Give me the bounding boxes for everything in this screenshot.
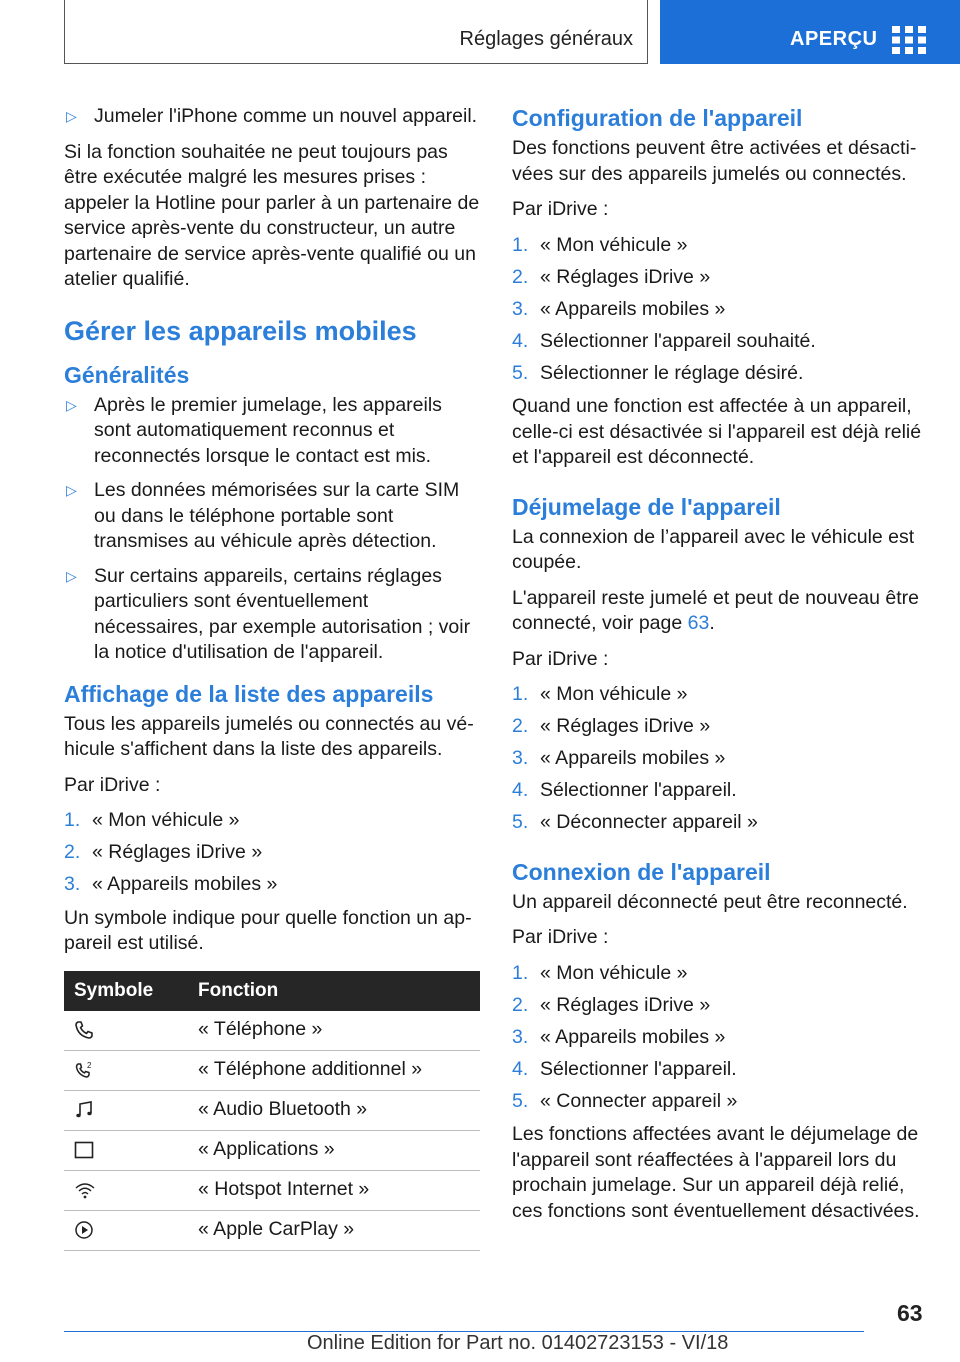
left-column (64, 104, 482, 1251)
list-item: ▷ Les données mémorisées sur la carte SIM ou dans le téléphone portable sont transmises au véhicule après détection. (66, 479, 460, 552)
list-item: 1. « Mon véhicule » (512, 683, 688, 705)
connect-after-paragraph: Les fonctions affectées avant le déjumelage de l'appareil sont réaffectées à l'appareil lors du prochain jumelage. Sur un appareil déjà relié, ces fonctions sont éventuellement désactivées. (512, 1123, 920, 1222)
unpair-paragraph-2: L'appareil reste jumelé et peut de nouveau être connecté, voir page 63. (512, 586, 919, 634)
carplay-icon (74, 1220, 94, 1240)
list-item: 5. « Connecter appareil » (512, 1089, 738, 1112)
subheading-device-config: Configuration de l'appareil (512, 105, 803, 131)
unpair-steps (512, 682, 932, 836)
table-row: « Apple CarPlay » (64, 1210, 480, 1250)
column-header-symbol: Symbole (64, 971, 188, 1011)
config-steps (512, 233, 932, 387)
page-number: 63 (897, 1300, 923, 1326)
pairing-bullet-list (64, 104, 482, 130)
idrive-label: Par iDrive : (512, 647, 609, 670)
triangle-bullet-icon: ▷ (66, 482, 77, 498)
connect-paragraph: Un appareil déconnecté peut être reconnecté. (512, 890, 908, 913)
list-item: 1. « Mon véhicule » (64, 809, 240, 831)
table-row: « Applications » (64, 1130, 480, 1170)
list-item: 2. « Réglages iDrive » (512, 715, 711, 737)
list-item: 5. « Déconnecter appareil » (512, 811, 758, 833)
svg-text:2: 2 (87, 1061, 92, 1070)
config-after-paragraph: Quand une fonction est affectée à un appareil, celle-ci est désactivée si l'appareil est déjà relié et l'appareil est déconnecté. (512, 395, 922, 468)
symbol-paragraph: Un symbole indique pour quelle fonction un appareil est utilisé. (64, 906, 472, 954)
hotline-paragraph: Si la fonction souhaitée ne peut toujours pas être exécutée malgré les mesures prises : appeler la Hotline pour parler à un partenaire de service après-vente du constructeur, un autre partenaire de service après-vente qualifié ou un atelier qualifié. (64, 140, 480, 290)
list-item: 2. « Réglages iDrive » (512, 993, 711, 1016)
column-header-function: Fonction (188, 971, 480, 1011)
triangle-bullet-icon: ▷ (66, 567, 77, 584)
device-list-steps (64, 808, 482, 898)
config-paragraph: Des fonctions peuvent être activées et désactivées sur des appareils jumelés ou connectés. (512, 137, 917, 185)
table-row: « Hotspot Internet » (64, 1170, 480, 1210)
phone-additional-icon (74, 1060, 94, 1080)
list-item: 2. « Réglages iDrive » (64, 841, 263, 863)
table-header-row (64, 971, 480, 1011)
device-list-paragraph: Tous les appareils jumelés ou connectés au véhicule s'affichent dans la liste des appareils. (64, 712, 474, 760)
page-reference-link[interactable]: 63 (687, 612, 710, 634)
music-note-icon (74, 1100, 94, 1120)
table-row: 2 « Téléphone additionnel » (64, 1050, 480, 1090)
idrive-label: Par iDrive : (64, 773, 161, 796)
table-row: « Téléphone » (64, 1011, 480, 1051)
list-item: 1. « Mon véhicule » (512, 233, 688, 256)
section-heading-manage-devices: Gérer les appareils mobiles (64, 315, 417, 346)
header-section-box (64, 0, 648, 64)
overview-tab-label: APERÇU (790, 28, 878, 50)
list-item: 4. Sélectionner l'appareil souhaité. (512, 329, 816, 352)
overview-tab[interactable] (660, 0, 960, 64)
footer-edition: Online Edition for Part no. 01402723153 - VI/18 (307, 1332, 729, 1354)
list-item: 3. « Appareils mobiles » (512, 297, 726, 320)
right-column (512, 104, 932, 1234)
list-item: 3. « Appareils mobiles » (64, 873, 278, 895)
subheading-unpair: Déjumelage de l'appareil (512, 493, 781, 520)
section-title: Réglages généraux (459, 28, 633, 50)
wifi-icon (74, 1180, 96, 1200)
list-item: 1. « Mon véhicule » (512, 961, 688, 984)
applications-icon (74, 1140, 94, 1160)
list-item: ▷ Sur certains appareils, certains réglages particuliers sont éventuellement nécessaires, par exemple autorisation ; voir la notice d'utilisation de l'appareil. (66, 564, 471, 663)
subheading-connect: Connexion de l'appareil (512, 858, 771, 885)
list-item: ▷ Jumeler l'iPhone comme un nouvel appareil. (64, 104, 482, 130)
list-item: 3. « Appareils mobiles » (512, 747, 726, 769)
symbol-table (64, 971, 480, 1251)
list-item: 4. Sélectionner l'appareil. (512, 1057, 737, 1080)
general-bullet-list (64, 393, 482, 666)
list-item: 2. « Réglages iDrive » (512, 265, 711, 288)
triangle-bullet-icon: ▷ (66, 396, 77, 413)
idrive-label: Par iDrive : (512, 198, 609, 220)
subheading-general: Généralités (64, 361, 190, 388)
table-row: « Audio Bluetooth » (64, 1090, 480, 1130)
connect-steps (512, 961, 932, 1115)
triangle-bullet-icon: ▷ (66, 108, 77, 124)
subheading-device-list: Affichage de la liste des appareils (64, 680, 434, 707)
idrive-label: Par iDrive : (512, 926, 609, 948)
list-item: 3. « Appareils mobiles » (512, 1025, 726, 1048)
list-item: 5. Sélectionner le réglage désiré. (512, 361, 804, 384)
grid-icon (892, 26, 926, 54)
unpair-paragraph-1: La connexion de l’appareil avec le véhicule est coupée. (512, 525, 915, 573)
list-item: 4. Sélectionner l'appareil. (512, 779, 737, 801)
list-item: ▷ Après le premier jumelage, les appareils sont automatiquement reconnus et reconnectés lorsque le contact est mis. (66, 393, 442, 467)
phone-icon (74, 1020, 94, 1040)
